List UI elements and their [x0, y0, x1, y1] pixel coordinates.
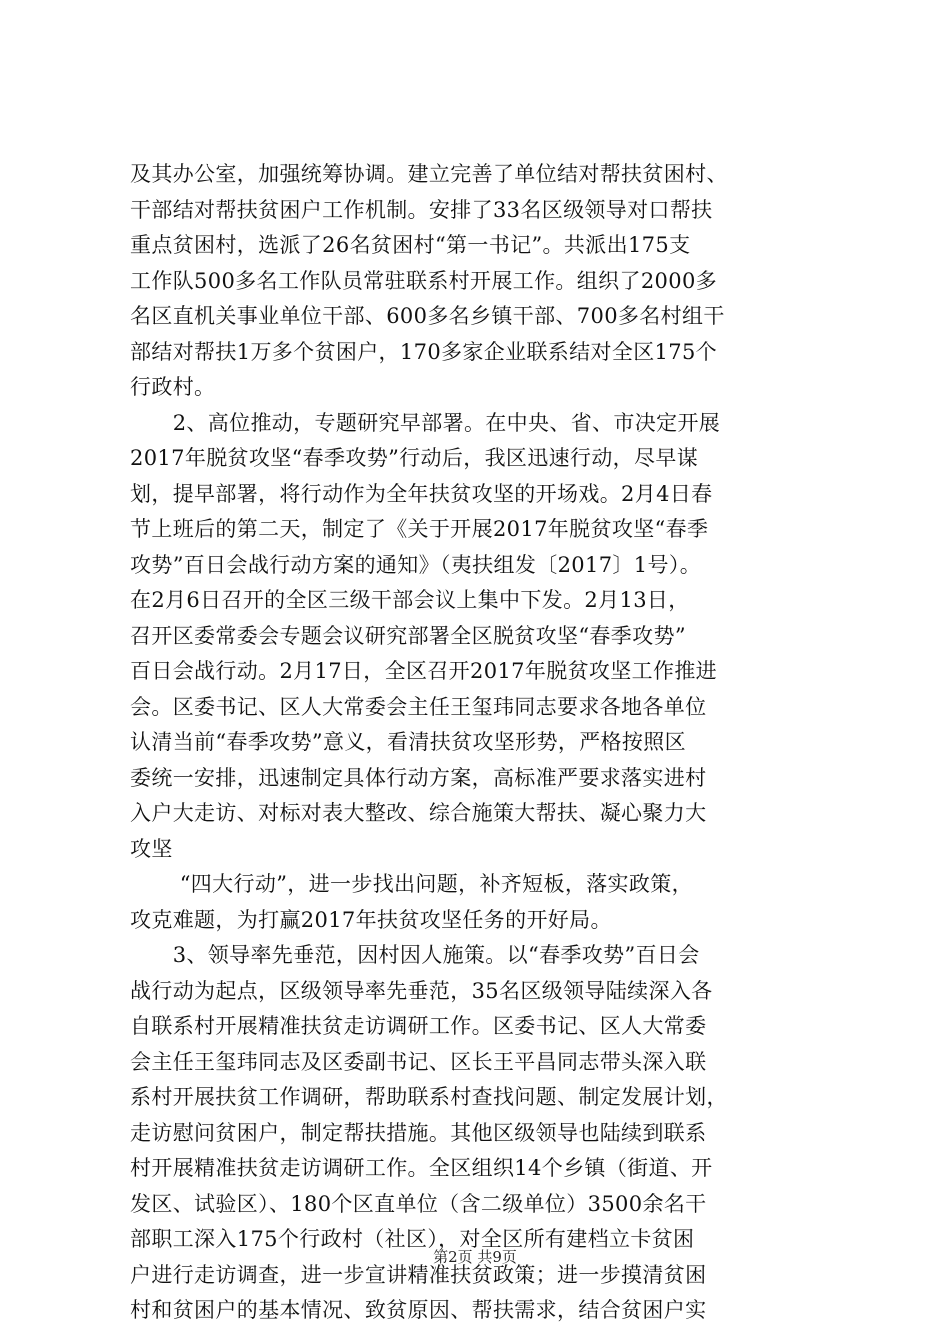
- text-line: 发区、试验区）、180个区直单位（含二级单位）3500余名干: [130, 1191, 707, 1216]
- text-line: 3、领导率先垂范，因村因人施策。以“春季攻势”百日会: [130, 943, 700, 967]
- text-line: 村开展精准扶贫走访调研工作。全区组织14个乡镇（街道、开: [130, 1156, 713, 1180]
- text-line: 在2月6日召开的全区三级干部会议上集中下发。2月13日，: [130, 588, 690, 612]
- text-line: 节上班后的第二天，制定了《关于开展2017年脱贫攻坚“春季: [130, 517, 709, 541]
- text-line: 系村开展扶贫工作调研，帮助联系村查找问题、制定发展计划，: [130, 1085, 728, 1109]
- text-line: 召开区委常委会专题会议研究部署全区脱贫攻坚“春季攻势”: [130, 623, 686, 648]
- text-line: 认清当前“春季攻势”意义，看清扶贫攻坚形势，严格按照区: [130, 730, 686, 754]
- text-line: 攻势”百日会战行动方案的通知》（夷扶组发〔2017〕1号）。: [130, 552, 702, 577]
- text-line: 工作队500多名工作队员常驻联系村开展工作。组织了2000多: [130, 268, 718, 293]
- text-line: 百日会战行动。2月17日，全区召开2017年脱贫攻坚工作推进: [130, 659, 718, 683]
- text-line: 2017年脱贫攻坚“春季攻势”行动后，我区迅速行动，尽早谋: [130, 446, 699, 470]
- page-footer: 第2页 共9页: [433, 1248, 517, 1266]
- text-line: 及其办公室，加强统筹协调。建立完善了单位结对帮扶贫困村、: [130, 162, 728, 186]
- text-line: 会。区委书记、区人大常委会主任王玺玮同志要求各地各单位: [130, 694, 707, 719]
- text-line: 攻坚: [130, 836, 173, 861]
- text-line: 战行动为起点，区级领导率先垂范，35名区级领导陆续深入各: [130, 978, 713, 1003]
- text-line: 入户大走访、对标对表大整改、综合施策大帮扶、凝心聚力大: [130, 801, 707, 825]
- text-line: 干部结对帮扶贫困户工作机制。安排了33名区级领导对口帮扶: [130, 197, 713, 222]
- text-line: 2、高位推动，专题研究早部署。在中央、省、市决定开展: [130, 410, 721, 435]
- text-line: 部职工深入175个行政村（社区），对全区所有建档立卡贫困: [130, 1227, 695, 1251]
- text-line: 村和贫困户的基本情况、致贫原因、帮扶需求，结合贫困户实: [130, 1298, 707, 1322]
- text-line: “四大行动”，进一步找出问题，补齐短板，落实政策，: [130, 872, 693, 896]
- document-body: [130, 157, 830, 1329]
- text-line: 划，提早部署，将行动作为全年扶贫攻坚的开场戏。2月4日春: [130, 481, 713, 506]
- text-line: 自联系村开展精准扶贫走访调研工作。区委书记、区人大常委: [130, 1014, 707, 1038]
- text-line: 户进行走访调查，进一步宣讲精准扶贫政策；进一步摸清贫困: [130, 1262, 707, 1287]
- text-line: 名区直机关事业单位干部、600多名乡镇干部、700多名村组干: [130, 304, 725, 328]
- text-line: 行政村。: [130, 375, 216, 399]
- text-line: 走访慰问贫困户，制定帮扶措施。其他区级领导也陆续到联系: [130, 1120, 707, 1145]
- text-line: 会主任王玺玮同志及区委副书记、区长王平昌同志带头深入联: [130, 1049, 707, 1074]
- text-line: 委统一安排，迅速制定具体行动方案，高标准严要求落实进村: [130, 765, 707, 790]
- text-line: 攻克难题，为打赢2017年扶贫攻坚任务的开好局。: [130, 907, 612, 932]
- text-line: 部结对帮扶1万多个贫困户，170多家企业联系结对全区175个: [130, 339, 718, 364]
- text-line: 重点贫困村，选派了26名贫困村“第一书记”。共派出175支: [130, 233, 691, 257]
